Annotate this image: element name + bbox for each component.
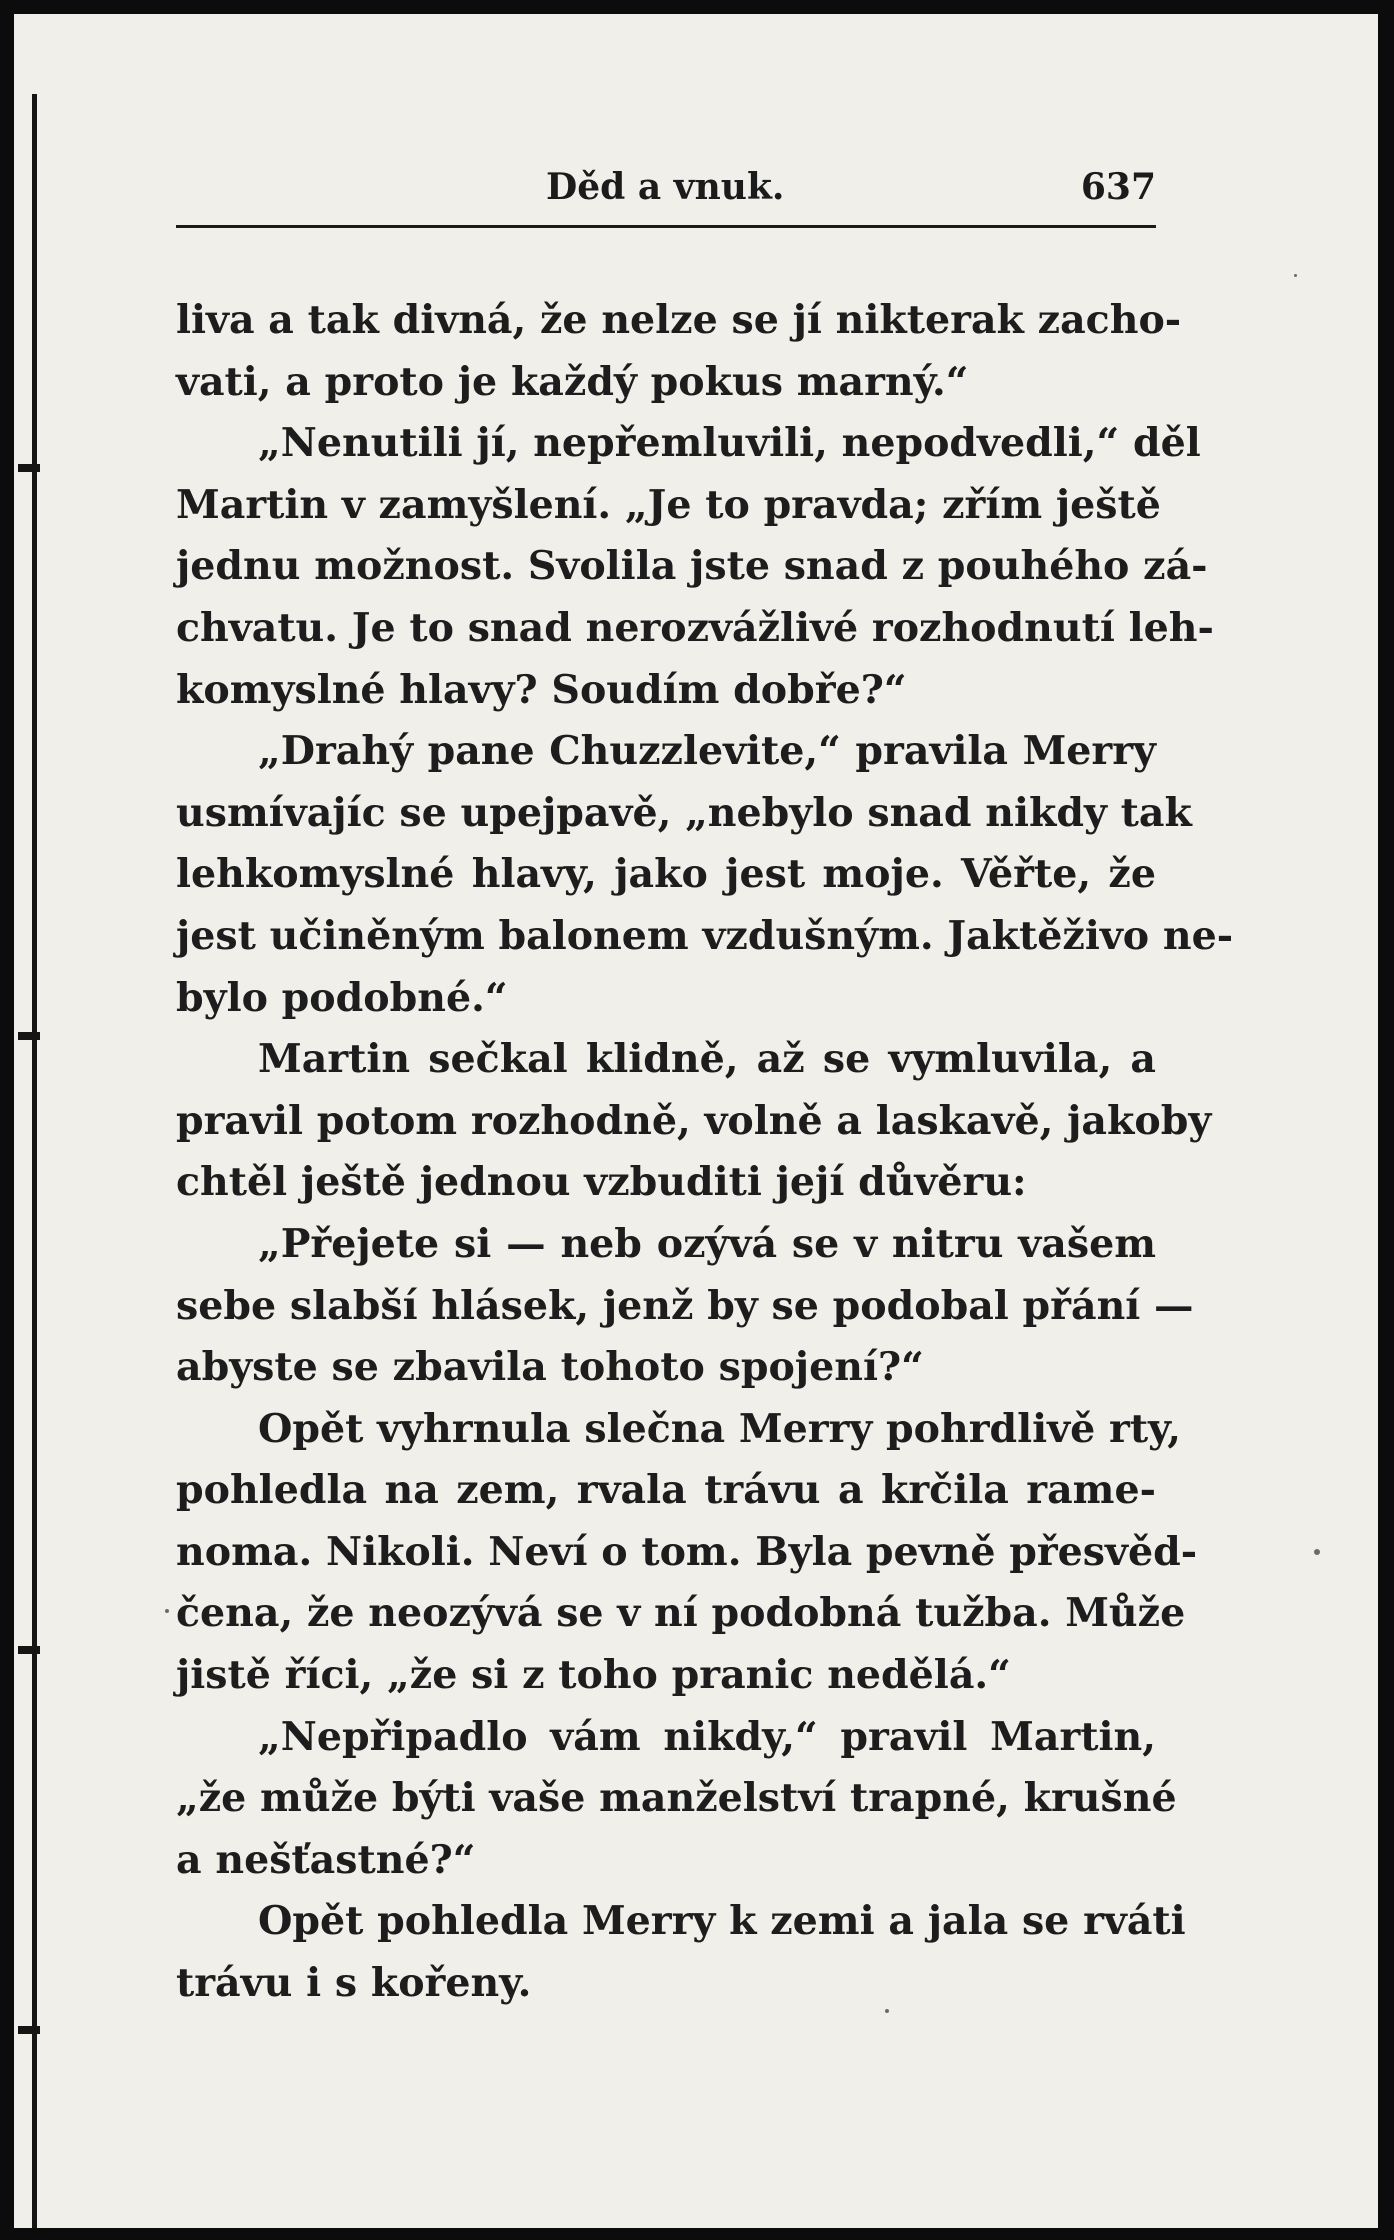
text-line: Martin v zamyšlení. „Je to pravda; zřím ještě xyxy=(176,481,1161,528)
header-rule xyxy=(176,225,1156,228)
binding-mark xyxy=(18,464,40,472)
text-line: „Drahý pane Chuzzlevite,“ pravila Merry xyxy=(258,728,1156,775)
text-line: Opět vyhrnula slečna Merry pohrdlivě rty, xyxy=(258,1405,1181,1452)
text-line: „že může býti vaše manželství trapné, krušné xyxy=(176,1775,1177,1822)
paper-speck xyxy=(1314,1549,1320,1555)
text-line: Martin sečkal klidně, až se vymluvila, a xyxy=(258,1036,1156,1083)
body-text xyxy=(176,290,1234,2015)
text-line: liva a tak divná, že nelze se jí nikterak zacho- xyxy=(176,297,1182,343)
text-line: jest učiněným balonem vzdušným. Jaktěživo ne- xyxy=(176,912,1234,959)
paper-speck xyxy=(165,1609,169,1613)
text-line: čena, že neozývá se v ní podobná tužba. Může xyxy=(176,1590,1186,1637)
paper-speck xyxy=(1294,274,1297,277)
running-head xyxy=(176,148,1156,208)
text-line: trávu i s kořeny. xyxy=(176,1960,532,2007)
text-line: komyslné hlavy? Soudím dobře?“ xyxy=(176,666,907,713)
page-number: 637 xyxy=(1080,166,1156,208)
text-line: abyste se zbavila tohoto spojení?“ xyxy=(176,1344,924,1391)
text-line: chtěl ještě jednou vzbuditi její důvěru: xyxy=(176,1159,1027,1206)
binding-mark xyxy=(18,2026,40,2034)
text-line: pravil potom rozhodně, volně a laskavě, jakoby xyxy=(176,1097,1212,1144)
text-line: bylo podobné.“ xyxy=(176,974,508,1021)
text-line: usmívajíc se upejpavě, „nebylo snad nikdy tak xyxy=(176,789,1192,836)
text-line: „Nepřipadlo vám nikdy,“ pravil Martin, xyxy=(258,1713,1156,1760)
book-page xyxy=(14,14,1378,2228)
text-line: a nešťastné?“ xyxy=(176,1836,476,1883)
text-line: chvatu. Je to snad nerozvážlivé rozhodnutí leh- xyxy=(176,604,1214,651)
text-line: „Nenutili jí, nepřemluvili, nepodvedli,“ děl xyxy=(258,420,1201,467)
running-title: Děd a vnuk. xyxy=(546,166,785,208)
text-line: vati, a proto je každý pokus marný.“ xyxy=(176,358,969,405)
binding-mark xyxy=(18,1646,40,1654)
text-line: noma. Nikoli. Neví o tom. Byla pevně přesvěd- xyxy=(176,1528,1198,1575)
text-line: sebe slabší hlásek, jenž by se podobal přání — xyxy=(176,1282,1194,1329)
text-line: jistě říci, „že si z toho pranic nedělá.“ xyxy=(176,1652,1011,1699)
binding-mark xyxy=(18,1032,40,1040)
text-line: jednu možnost. Svolila jste snad z pouhého zá- xyxy=(176,543,1208,590)
text-line: „Přejete si — neb ozývá se v nitru vašem xyxy=(258,1220,1156,1267)
text-line: Opět pohledla Merry k zemi a jala se rváti xyxy=(258,1898,1186,1945)
binding-edge xyxy=(32,94,37,2228)
text-line: lehkomyslné hlavy, jako jest moje. Věřte, že xyxy=(176,851,1156,898)
text-line: pohledla na zem, rvala trávu a krčila rame- xyxy=(176,1467,1156,1514)
